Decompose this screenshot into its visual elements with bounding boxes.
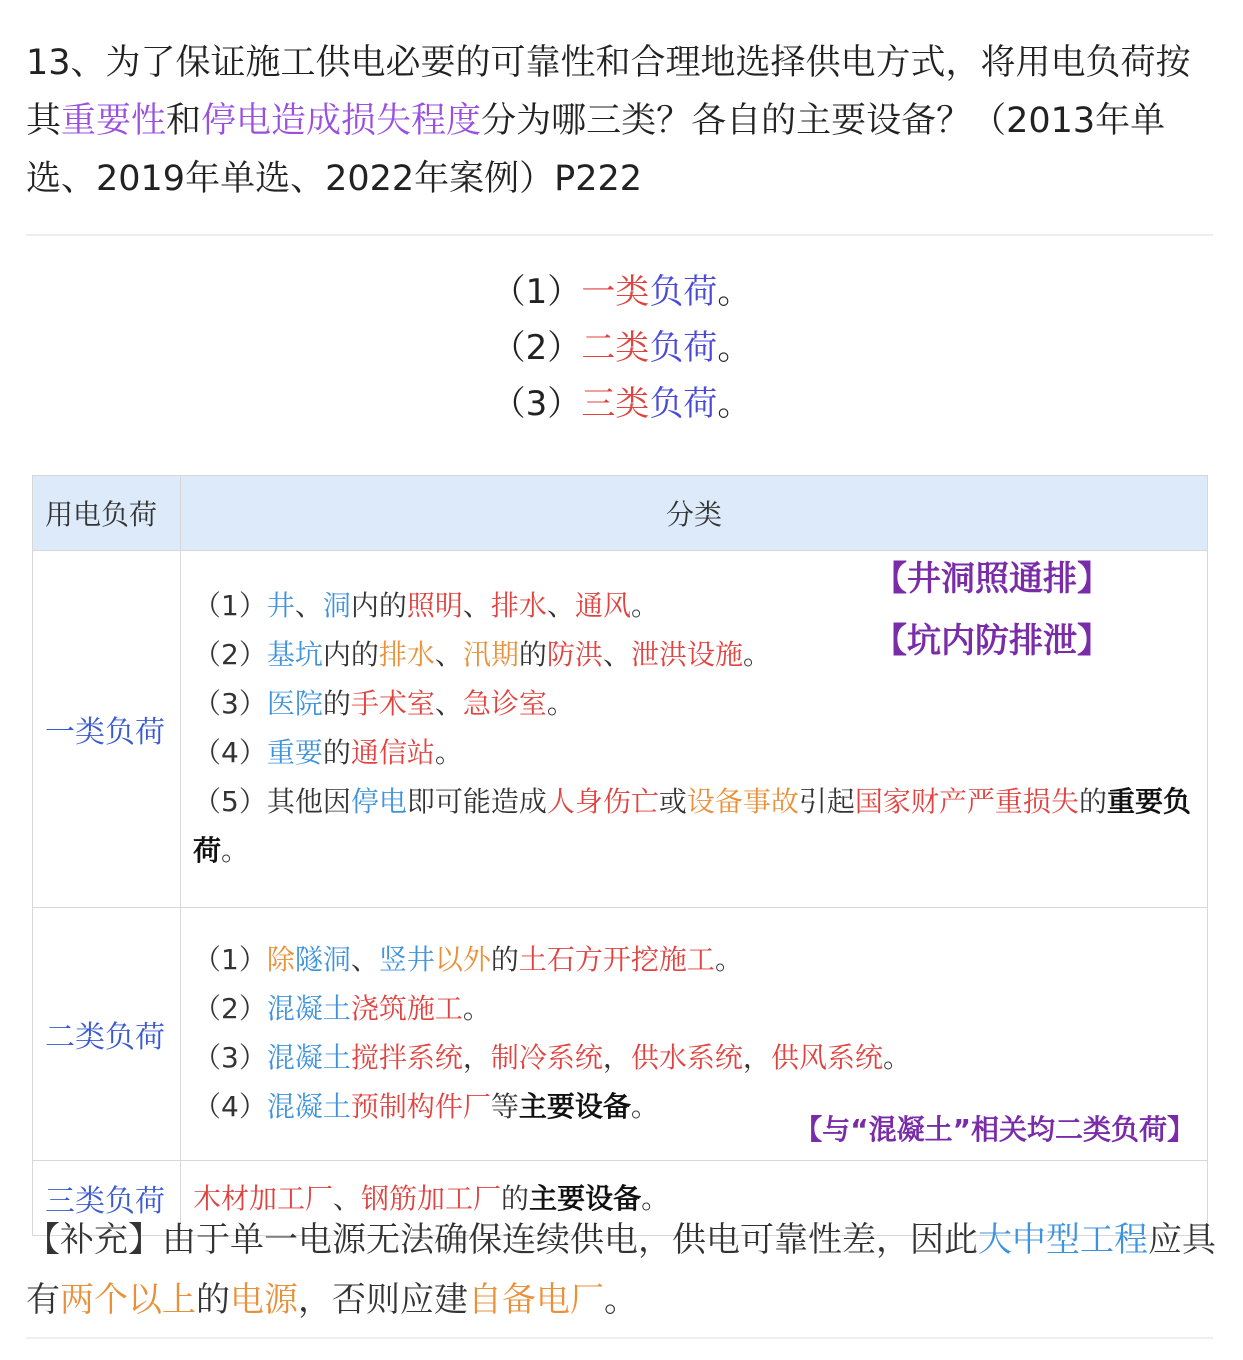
divider	[26, 234, 1213, 236]
text-segment: 的	[501, 1181, 530, 1215]
text-segment: 混凝土	[266, 1090, 351, 1123]
outline-number: （3）	[491, 384, 582, 424]
text-segment: （1）	[193, 943, 267, 976]
category-cell: 一类负荷	[33, 551, 181, 908]
text-segment: 自备电厂	[468, 1280, 604, 1320]
text-segment: 。	[641, 1181, 670, 1215]
text-segment: 隧洞	[294, 943, 351, 976]
text-segment: 预制构件厂	[350, 1090, 491, 1123]
text-segment: 的	[322, 687, 351, 720]
text-segment: 国家财产严重损失	[854, 785, 1079, 818]
question-part: 和	[166, 101, 202, 141]
text-segment: 的	[322, 736, 351, 769]
text-segment: ，	[602, 1041, 631, 1074]
text-segment: 通风	[574, 589, 631, 622]
outline-load: 负荷	[649, 272, 718, 312]
header-load: 用电负荷	[33, 476, 181, 551]
text-segment: （3）	[193, 1041, 267, 1074]
text-segment: 井	[266, 589, 295, 622]
text-segment: 的	[1078, 785, 1107, 818]
outline-end: 。	[717, 384, 752, 424]
text-segment: 、	[350, 943, 379, 976]
table-row	[33, 908, 1208, 1161]
divider	[26, 1337, 1213, 1339]
text-segment: 制冷系统	[490, 1041, 603, 1074]
list-item	[193, 728, 1199, 777]
text-segment: 。	[434, 736, 463, 769]
answer-outline	[0, 264, 1243, 432]
list-item	[193, 777, 1199, 875]
text-segment: 停电	[350, 785, 407, 818]
outline-number: （1）	[491, 272, 582, 312]
question-highlight-importance: 重要性	[61, 101, 167, 141]
text-segment: 竖井	[378, 943, 435, 976]
text-segment: 搅拌系统	[350, 1041, 463, 1074]
question-text	[26, 34, 1221, 208]
text-segment: 土石方开挖施工	[518, 943, 715, 976]
text-segment: 汛期	[462, 638, 519, 671]
text-segment: 的	[490, 943, 519, 976]
text-segment: （4）	[193, 736, 267, 769]
text-segment: 、	[462, 589, 491, 622]
text-segment: 照明	[406, 589, 463, 622]
text-segment: 排水	[378, 638, 435, 671]
outline-item	[0, 320, 1243, 376]
text-segment: 、	[602, 638, 631, 671]
text-segment: （5）其他因	[193, 785, 351, 818]
text-segment: 、	[333, 1181, 362, 1215]
table-row	[33, 551, 1208, 908]
text-segment: 除	[266, 943, 295, 976]
text-segment: 。	[630, 1090, 659, 1123]
text-segment: 大中型工程	[978, 1220, 1148, 1260]
text-segment: 木材加工厂	[193, 1181, 334, 1215]
text-segment: 、	[546, 589, 575, 622]
table-header-row	[33, 476, 1208, 551]
text-segment: 混凝土	[266, 992, 351, 1025]
text-segment: 即可能造成	[406, 785, 547, 818]
text-segment: 重要	[266, 736, 323, 769]
text-segment: （3）	[193, 687, 267, 720]
text-segment: 排水	[490, 589, 547, 622]
outline-item	[0, 264, 1243, 320]
text-segment: 以外	[434, 943, 491, 976]
content-cell	[181, 551, 1208, 908]
text-segment: 重要负荷	[193, 785, 1191, 867]
text-segment: 等	[490, 1090, 519, 1123]
text-segment: 通信站	[350, 736, 435, 769]
outline-load: 负荷	[649, 328, 718, 368]
text-segment: 。	[546, 687, 575, 720]
text-segment: 。	[221, 834, 250, 867]
list-item	[193, 1033, 1199, 1082]
outline-class: 二类	[581, 328, 650, 368]
question-part: 分为哪三类？各自的主要设备？（2013年单选、2019年单选、2022年案例）P222	[26, 101, 1166, 199]
text-segment: 电源	[230, 1280, 298, 1320]
question-highlight-loss-degree: 停电造成损失程度	[201, 101, 482, 141]
item-list	[193, 935, 1199, 1131]
text-segment: 应具有	[26, 1220, 1216, 1320]
list-item	[193, 984, 1199, 1033]
text-segment: （2）	[193, 992, 267, 1025]
text-segment: 主要设备	[518, 1090, 631, 1123]
text-segment: 急诊室	[462, 687, 547, 720]
text-segment: （4）	[193, 1090, 267, 1123]
text-segment: 主要设备	[529, 1181, 642, 1215]
load-classification-table	[32, 475, 1208, 1236]
outline-item	[0, 376, 1243, 432]
text-segment: 设备事故	[686, 785, 799, 818]
text-segment: 的	[196, 1280, 230, 1320]
text-segment: 。	[714, 943, 743, 976]
text-segment: 手术室	[350, 687, 435, 720]
text-segment: 两个以上	[60, 1280, 196, 1320]
text-segment: 供水系统	[630, 1041, 743, 1074]
text-segment: 浇筑施工	[350, 992, 463, 1025]
outline-end: 。	[717, 272, 752, 312]
text-segment: 内的	[350, 589, 407, 622]
mnemonic-note: 【井洞照通排】	[873, 559, 1111, 599]
text-segment: 。	[462, 992, 491, 1025]
mnemonic-note: 【坑内防排泄】	[873, 621, 1111, 661]
text-segment: ，	[462, 1041, 491, 1074]
text-segment: 混凝土	[266, 1041, 351, 1074]
question-part: 13、为了保证施工供电必要的可靠性和合理地选择供电方式，将用电负荷按其	[26, 43, 1191, 141]
text-segment: 。	[604, 1280, 638, 1320]
text-segment: 。	[630, 589, 659, 622]
category-cell: 二类负荷	[33, 908, 181, 1161]
text-segment: 或	[658, 785, 687, 818]
text-segment: 洞	[322, 589, 351, 622]
text-segment: 。	[742, 638, 771, 671]
text-segment: 泄洪设施	[630, 638, 743, 671]
outline-end: 。	[717, 328, 752, 368]
text-segment: 医院	[266, 687, 323, 720]
header-classification: 分类	[181, 476, 1208, 551]
text-segment: 防洪	[546, 638, 603, 671]
text-segment: 、	[434, 687, 463, 720]
outline-number: （2）	[491, 328, 582, 368]
text-segment: 的	[518, 638, 547, 671]
text-segment: 内的	[322, 638, 379, 671]
text-segment: 人身伤亡	[546, 785, 659, 818]
text-segment: ，	[742, 1041, 771, 1074]
text-segment: 。	[882, 1041, 911, 1074]
outline-class: 三类	[581, 384, 650, 424]
outline-class: 一类	[581, 272, 650, 312]
text-segment: 供风系统	[770, 1041, 883, 1074]
outline-load: 负荷	[649, 384, 718, 424]
text-segment: （2）	[193, 638, 267, 671]
content-cell	[181, 908, 1208, 1161]
text-segment: 钢筋加工厂	[361, 1181, 502, 1215]
text-segment: ，否则应建	[298, 1280, 468, 1320]
text-segment: 引起	[798, 785, 855, 818]
text-segment: 【补充】由于单一电源无法确保连续供电，供电可靠性差，因此	[26, 1220, 978, 1260]
category-cell: 三类负荷	[33, 1161, 181, 1236]
supplement-paragraph	[26, 1210, 1216, 1330]
text-segment: 基坑	[266, 638, 323, 671]
text-segment: 、	[294, 589, 323, 622]
text-segment: 、	[434, 638, 463, 671]
text-segment: （1）	[193, 589, 267, 622]
mnemonic-note: 【与“混凝土”相关均二类负荷】	[794, 1113, 1195, 1146]
list-item	[193, 935, 1199, 984]
list-item	[193, 679, 1199, 728]
